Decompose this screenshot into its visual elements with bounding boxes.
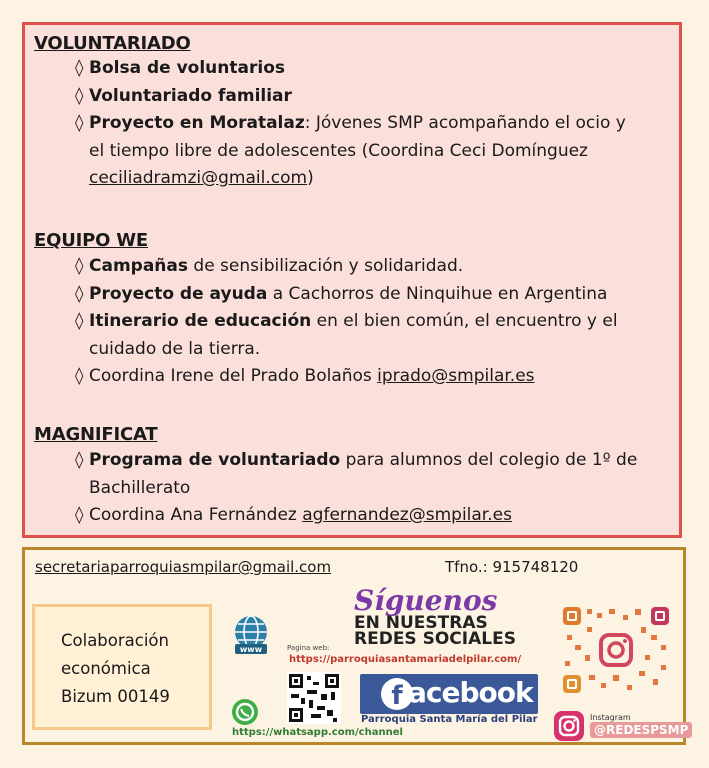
list-item: ◊ Campañas de sensibilización y solidaridad. — [34, 253, 618, 281]
web-label: Pagina web: — [287, 644, 330, 652]
web-url-link[interactable]: https://parroquiasantamariadelpilar.com/ — [289, 654, 522, 665]
whatsapp-channel-link[interactable]: https://whatsapp.com/channel — [232, 727, 403, 738]
diamond-bullet-icon: ◊ — [75, 366, 84, 386]
diamond-bullet-icon: ◊ — [75, 450, 84, 470]
facebook-page-name: Parroquia Santa María del Pilar — [361, 714, 538, 725]
svg-text:REDES SOCIALES: REDES SOCIALES — [354, 629, 516, 646]
whatsapp-icon[interactable] — [231, 698, 259, 726]
globe-www-icon[interactable] — [229, 614, 273, 658]
heading-voluntariado: VOLUNTARIADO — [34, 33, 191, 54]
list-item: ◊ Coordina Irene del Prado Bolaños iprado@smpilar.es — [34, 363, 618, 391]
instagram-icon[interactable] — [553, 710, 585, 742]
svg-text:EN NUESTRAS: EN NUESTRAS — [354, 613, 488, 633]
secretaria-email-link[interactable]: secretariaparroquiasmpilar@gmail.com — [35, 558, 332, 576]
list-item: ◊ Proyecto de ayuda a Cachorros de Ninquihue en Argentina — [34, 281, 618, 309]
instagram-label: Instagram — [590, 713, 631, 722]
diamond-bullet-icon: ◊ — [75, 311, 84, 331]
list-item: ◊ Coordina Ana Fernández agfernandez@smpilar.es — [34, 502, 637, 530]
list-item: ◊ Itinerario de educación en el bien común, el encuentro y el cuidado de la tierra. — [34, 308, 618, 363]
diamond-bullet-icon: ◊ — [75, 505, 84, 525]
list-item: ◊ Voluntariado familiar — [34, 83, 626, 111]
email-link[interactable]: iprado@smpilar.es — [377, 366, 535, 386]
heading-magnificat: MAGNIFICAT — [34, 424, 158, 445]
diamond-bullet-icon: ◊ — [75, 113, 84, 133]
diamond-bullet-icon: ◊ — [75, 256, 84, 276]
section-voluntariado — [34, 33, 626, 193]
list-item: ◊ Programa de voluntariado para alumnos del colegio de 1º de Bachillerato — [34, 447, 637, 502]
facebook-wordmark: acebook — [408, 676, 533, 709]
diamond-bullet-icon: ◊ — [75, 283, 84, 304]
email-link[interactable]: ceciliadramzi@gmail.com — [89, 168, 308, 188]
diamond-bullet-icon: ◊ — [75, 58, 84, 78]
list-item: ◊ Proyecto en Moratalaz: Jóvenes SMP acompañando el ocio y el tiempo libre de adolescentes (Coordina Ceci Domínguez ceciliadramzi@gmail.com) — [34, 110, 626, 193]
colaboracion-box: Colaboración económica Bizum 00149 — [32, 604, 212, 730]
activities-panel — [22, 22, 682, 538]
section-equipo-we — [34, 230, 618, 391]
qr-code-icon — [287, 672, 341, 724]
instagram-handle[interactable]: @REDESPSMP — [590, 722, 692, 738]
svg-text:www: www — [239, 645, 263, 654]
phone-number: Tfno.: 915748120 — [445, 558, 579, 576]
siguenos-banner — [354, 584, 534, 646]
heading-equipo-we: EQUIPO WE — [34, 230, 149, 251]
instagram-qr-code-icon — [561, 605, 671, 695]
section-magnificat — [34, 424, 637, 530]
svg-text:f: f — [391, 681, 403, 711]
list-item: ◊ Bolsa de voluntarios — [34, 55, 626, 83]
email-link[interactable]: agfernandez@smpilar.es — [302, 505, 512, 525]
contact-panel — [22, 547, 689, 745]
diamond-bullet-icon: ◊ — [75, 85, 84, 106]
svg-text:Síguenos: Síguenos — [354, 584, 498, 617]
